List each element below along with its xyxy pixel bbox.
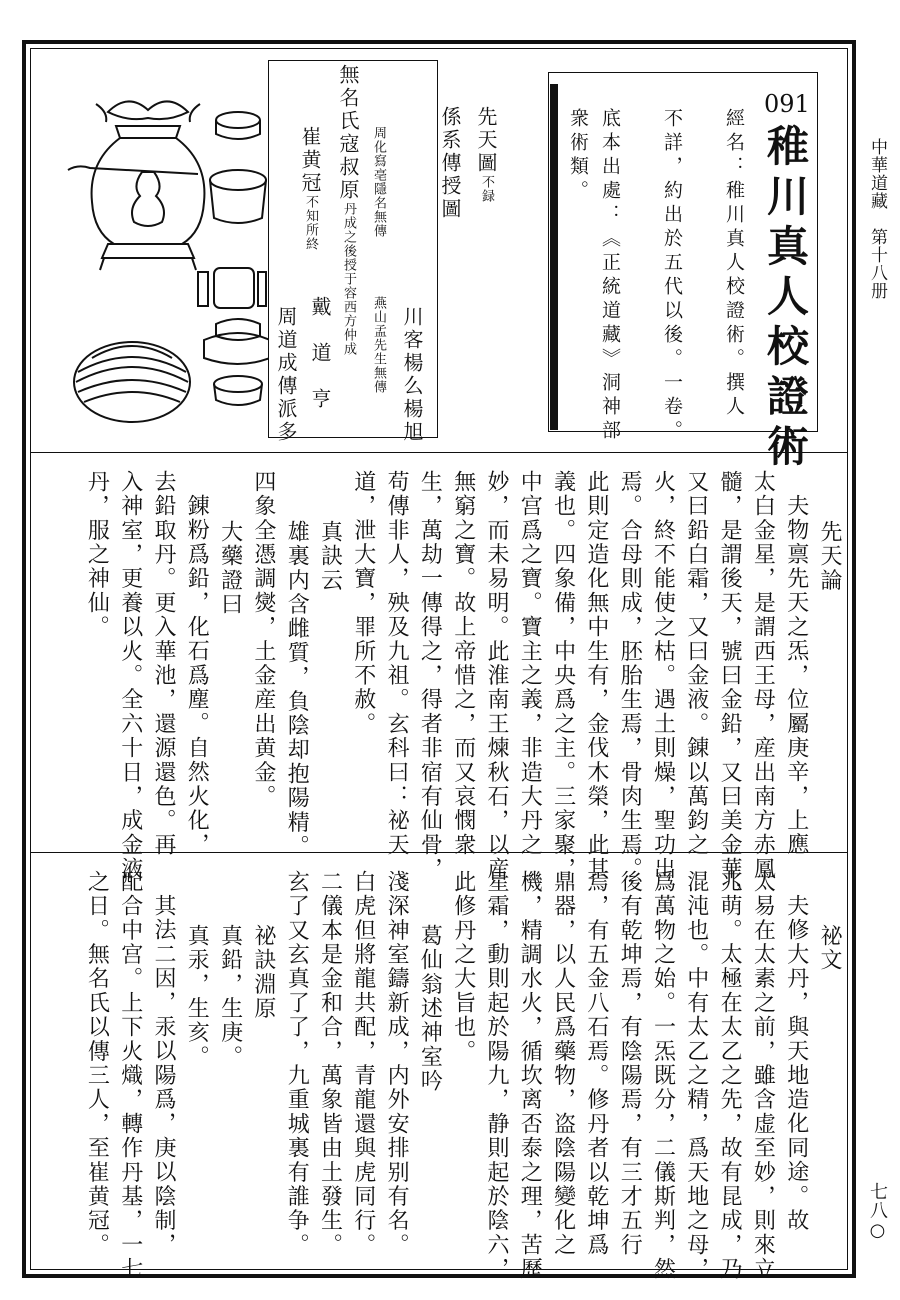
vessel-illustrations <box>48 82 268 432</box>
text-column: 之日。無名氏以傳三人，至崔黄冠。 <box>84 870 110 1258</box>
text-column: 雄裏内含雌質，負陰却抱陽精。 <box>284 520 310 859</box>
melon-icon <box>74 342 190 422</box>
text-column: 後有乾坤焉，有陰陽焉，有三才五行 <box>617 870 643 1258</box>
text-column: 焉，有五金八石焉。修丹者以乾坤爲 <box>583 870 609 1258</box>
lid-icon <box>216 112 260 128</box>
text-column: 星霜，動則起於陽九，静則起於陰六， <box>484 870 509 1282</box>
metadata-line: 底本出處：《正統道藏》洞神部 <box>599 108 621 444</box>
text-column: 此修丹之大旨也。 <box>450 870 476 1064</box>
lineage-line: 周道成傳派多 <box>274 306 298 444</box>
block-icon <box>198 272 208 306</box>
text-column: 丹，服之神仙。 <box>84 470 110 640</box>
section-heading: 先天論 <box>817 520 842 593</box>
text-column: 妙，而未易明。此淮南王煉秋石，以産 <box>484 470 509 882</box>
text-column: 葛仙翁述神室吟 <box>417 924 443 1094</box>
page-number: 七八○ <box>867 1182 888 1242</box>
text-column: 鼎器，以人民爲藥物，盗陰陽變化之 <box>550 870 576 1258</box>
text-column: 真鉛，生庚。 <box>217 924 243 1070</box>
metadata-line: 不詳，約出於五代以後。一卷。 <box>661 108 683 444</box>
list-heading: 係系傳授圖 <box>438 106 462 221</box>
metadata-box-shadow <box>550 84 558 430</box>
text-column: 此則定造化無中生有，金伐木榮，此其 <box>583 470 609 882</box>
lineage-line: 戴 道 亨 <box>308 296 332 411</box>
lineage-line: 川客楊么楊旭 <box>400 306 424 444</box>
lineage-name: 崔黄冠 <box>298 126 322 195</box>
text-column: 火，終不能使之枯。遇土則燥，聖功出 <box>650 470 676 882</box>
text-column: 夫物禀先天之炁，位屬庚辛，上應 <box>783 494 809 857</box>
text-column: 髓，是謂後天，號曰金鉛，又曰美金華， <box>717 470 743 906</box>
text-column: 去鉛取丹。更入華池，還源還色。再 <box>151 470 176 858</box>
lid-icon <box>216 319 260 340</box>
list-item <box>476 106 496 203</box>
text-column: 又曰鉛白霜，又曰金液。錬以萬鈞之 <box>683 470 709 858</box>
lineage-line <box>338 64 358 356</box>
text-column: 爲萬物之始。一炁既分，二儀斯判，然 <box>650 870 676 1282</box>
box-icon <box>214 268 254 308</box>
text-column: 太易在太素之前，雖含虚至妙，則來立 <box>750 870 776 1282</box>
text-column: 太白金星，是謂西王母，産出南方赤鳳 <box>750 470 776 882</box>
metadata-line: 衆術類。 <box>567 108 589 204</box>
text-column: 白虎但將龍共配，青龍還與虎同行。 <box>350 870 376 1258</box>
text-column: 無窮之寶。故上帝惜之，而又哀憫衆 <box>450 470 476 858</box>
text-column: 焉。合母則成，胚胎生焉，骨肉生焉。 <box>617 470 643 882</box>
cup-icon <box>216 120 260 139</box>
text-column: 苟傳非人，殃及九祖。玄科曰：祕天 <box>384 470 410 858</box>
section-divider-top <box>30 452 848 453</box>
text-column: 祕訣淵原 <box>250 924 276 1021</box>
text-column: 大藥證曰 <box>217 520 243 617</box>
text-column: 淺深神室鑄新成，内外安排别有名。 <box>384 870 410 1258</box>
text-column: 道，泄大寶，罪所不赦。 <box>350 470 376 737</box>
text-column: 其法二因，汞以陽爲，庚以陰制， <box>151 894 176 1257</box>
metadata-line: 經名：稚川真人校證術。撰人 <box>723 108 745 420</box>
text-column: 錬粉爲鉛，化石爲塵。自然火化， <box>184 494 210 857</box>
cup-icon <box>214 384 262 405</box>
text-column: 入神室，更養以火。全六十日，成金液 <box>117 470 143 882</box>
text-column: 夫修大丹，與天地造化同途。故 <box>783 894 809 1233</box>
text-column: 義也。四象備，中央爲之主。三家聚， <box>550 470 576 882</box>
lineage-name: 無名氏寇叔原 <box>336 64 360 202</box>
text-column: 機，精調水火，循坎离否泰之理，苦歷 <box>517 870 543 1282</box>
list-note: 不録 <box>479 175 494 203</box>
lineage-note: 燕山孟先生無傳 <box>371 296 386 394</box>
entry-number: 091 <box>764 90 810 118</box>
lineage-line <box>300 126 320 251</box>
text-column: 四象全憑調爕，土金産出黄金。 <box>250 470 276 809</box>
furnace-icon <box>68 101 204 270</box>
lineage-note: 不知所終 <box>303 195 318 251</box>
text-column: 生，萬劫一傳得之，得者非宿有仙骨， <box>417 470 443 882</box>
lineage-note: 丹成之後授于容西方仲成 <box>341 202 356 356</box>
list-heading: 先天圖 <box>474 106 498 175</box>
text-column: 玄了又玄真了了，九重城裏有誰争。 <box>284 870 310 1258</box>
lineage-note: 周化寫亳隱名無傳 <box>371 126 386 238</box>
text-title: 稚川真人校證術 <box>761 124 810 474</box>
running-header: 中華道藏 第十八册 <box>867 138 887 300</box>
text-column: 真訣云 <box>317 520 343 593</box>
text-column: 真汞，生亥。 <box>184 924 210 1070</box>
text-column: 中宫爲之寶。寶主之義，非造大丹之 <box>517 470 543 858</box>
text-column: 配合中宫。上下火熾，轉作丹基，一七 <box>117 870 143 1282</box>
text-column: 二儀本是金和合，萬象皆由土發生。 <box>317 870 343 1258</box>
text-column: 混沌也。中有太乙之精，爲天地之母， <box>683 870 709 1282</box>
text-column: 兆萌。太極在太乙之先，故有昆成，乃 <box>717 870 743 1282</box>
section-heading: 祕文 <box>817 924 842 973</box>
